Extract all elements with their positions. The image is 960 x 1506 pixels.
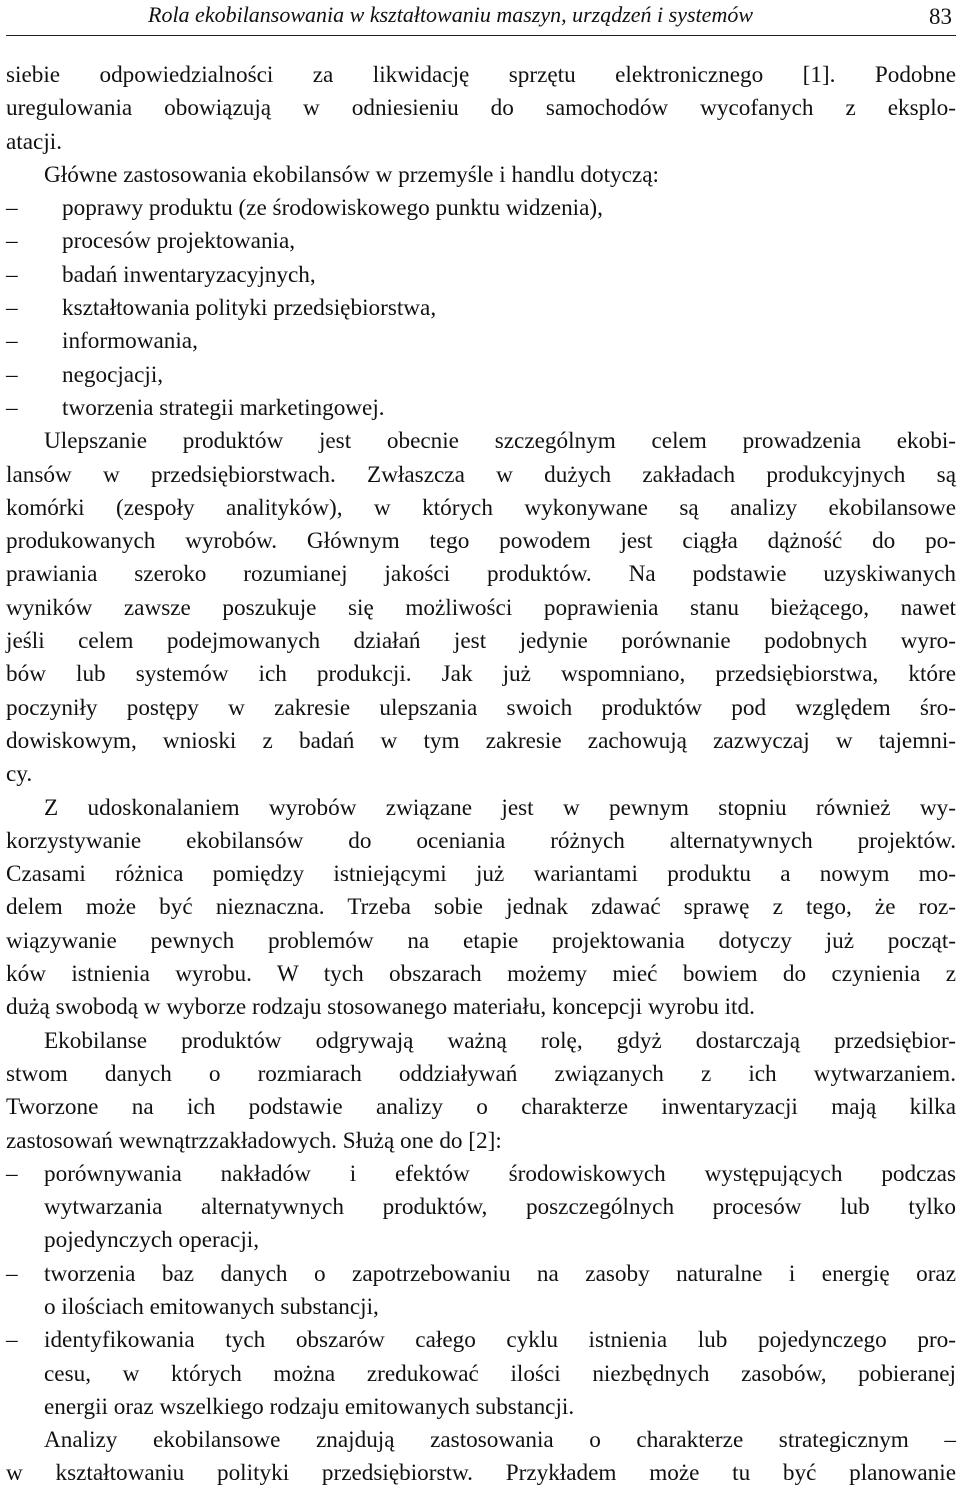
text-line: porównywania nakładów i efektów środowiskowych występujących podczas xyxy=(44,1160,956,1187)
page-header xyxy=(0,0,960,34)
text-line: Ekobilanse produktów odgrywają ważną rolę, gdyż dostarczają przedsiębior- xyxy=(44,1027,956,1054)
text-line: korzystywanie ekobilansów do oceniania różnych alternatywnych projektów. xyxy=(6,827,956,854)
text-line: w kształtowaniu polityki przedsiębiorstw. Przykładem może tu być planowanie xyxy=(6,1460,956,1487)
list-item xyxy=(6,292,956,325)
text-line: Z udoskonalaniem wyrobów związane jest w pewnym stopniu również wy- xyxy=(44,794,956,821)
text-line: uregulowania obowiązują w odniesieniu do samochodów wycofanych z eksplo- xyxy=(6,95,956,122)
list-item-text: badań inwentaryzacyjnych, xyxy=(62,261,316,288)
text-line: bów lub systemów ich produkcji. Jak już wspomniano, przedsiębiorstwa, które xyxy=(6,661,956,688)
text-line: lansów w przedsiębiorstwach. Zwłaszcza w dużych zakładach produkcyjnych są xyxy=(6,461,956,488)
list-item-text: informowania, xyxy=(62,328,198,355)
applications-list xyxy=(6,192,956,425)
dash-bullet: – xyxy=(6,295,18,322)
text-line: cy. xyxy=(6,761,33,788)
text-line: delem może być nieznaczna. Trzeba sobie jednak zdawać sprawę z tego, że roz- xyxy=(6,894,956,921)
list-item-text: kształtowania polityki przedsiębiorstwa, xyxy=(62,295,437,322)
text-line: Ulepszanie produktów jest obecnie szczególnym celem prowadzenia ekobi- xyxy=(44,428,956,455)
list-item xyxy=(6,359,956,392)
list-item xyxy=(6,1158,956,1258)
dash-bullet: – xyxy=(6,261,18,288)
list-item xyxy=(6,259,956,292)
list-intro xyxy=(6,159,956,192)
list-item-text: negocjacji, xyxy=(62,361,164,388)
text-line: poczyniły postępy w zakresie ulepszania swoich produktów pod względem śro- xyxy=(6,694,956,721)
text-line: wyników zawsze poszukuje się możliwości poprawienia stanu bieżącego, nawet xyxy=(6,594,956,621)
text-line: pojedynczych operacji, xyxy=(44,1227,260,1254)
text-line: ków istnienia wyrobu. W tych obszarach możemy mieć bowiem do czynienia z xyxy=(6,961,956,988)
text-line: identyfikowania tych obszarów całego cyklu istnienia lub pojedynczego pro- xyxy=(44,1327,956,1354)
dash-bullet: – xyxy=(6,1260,18,1287)
dash-bullet: – xyxy=(6,328,18,355)
text-line: wiązywanie pewnych problemów na etapie projektowania dotyczy już począt- xyxy=(6,927,956,954)
paragraph-ulepszanie xyxy=(6,425,956,791)
list-item-text: poprawy produktu (ze środowiskowego punktu widzenia), xyxy=(62,195,603,222)
dash-bullet: – xyxy=(6,1160,18,1187)
text-line: komórki (zespoły analityków), w których wykonywane są analizy ekobilansowe xyxy=(6,494,956,521)
uses-list xyxy=(6,1158,956,1424)
text-line: dużą swobodą w wyborze rodzaju stosowanego materiału, koncepcji wyrobu itd. xyxy=(6,994,755,1021)
header-rule xyxy=(6,35,956,36)
dash-bullet: – xyxy=(6,1327,18,1354)
paragraph-udoskonalanie xyxy=(6,792,956,1025)
list-item-text: tworzenia strategii marketingowej. xyxy=(62,394,385,421)
page-body xyxy=(6,59,956,1491)
text-line: Czasami różnica pomiędzy istniejącymi już wariantami produktu a nowym mo- xyxy=(6,861,956,888)
list-item xyxy=(6,1324,956,1424)
text-line: prawiania szeroko rozumianej jakości produktów. Na podstawie uzyskiwanych xyxy=(6,561,956,588)
text-line: Analizy ekobilansowe znajdują zastosowania o charakterze strategicznym – xyxy=(44,1427,956,1454)
dash-bullet: – xyxy=(6,195,18,222)
text-line: siebie odpowiedzialności za likwidację sprzętu elektronicznego [1]. Podobne xyxy=(6,62,956,88)
text-line: wytwarzania alternatywnych produktów, poszczególnych procesów lub tylko xyxy=(44,1194,956,1221)
text-line: Główne zastosowania ekobilansów w przemyśle i handlu dotyczą: xyxy=(44,161,659,188)
text-line: zastosowań wewnątrzzakładowych. Służą one do [2]: xyxy=(6,1127,502,1154)
paragraph-continuation xyxy=(6,59,956,159)
text-line: Tworzone na ich podstawie analizy o charakterze inwentaryzacji mają kilka xyxy=(6,1094,956,1121)
list-item xyxy=(6,1258,956,1325)
list-item-text: procesów projektowania, xyxy=(62,228,296,255)
text-line: tworzenia baz danych o zapotrzebowaniu na zasoby naturalne i energię oraz xyxy=(44,1260,956,1287)
dash-bullet: – xyxy=(6,228,18,255)
paragraph-analizy xyxy=(6,1424,956,1491)
list-item xyxy=(6,392,956,425)
text-line: produkowanych wyrobów. Głównym tego powodem jest ciągła dążność do po- xyxy=(6,528,956,555)
text-line: energii oraz wszelkiego rodzaju emitowanych substancji. xyxy=(44,1393,575,1420)
running-title: Rola ekobilansowania w kształtowaniu maszyn, urządzeń i systemów xyxy=(148,2,753,27)
list-item xyxy=(6,225,956,258)
text-line: stwom danych o rozmiarach oddziaływań związanych z ich wytwarzaniem. xyxy=(6,1060,956,1087)
text-line: dowiskowym, wnioski z badań w tym zakresie zachowują zazwyczaj w tajemni- xyxy=(6,727,956,754)
text-line: o ilościach emitowanych substancji, xyxy=(44,1293,379,1320)
page-number: 83 xyxy=(929,4,952,29)
dash-bullet: – xyxy=(6,361,18,388)
text-line: cesu, w których można zredukować ilości niezbędnych zasobów, pobieranej xyxy=(44,1360,956,1387)
text-line: atacji. xyxy=(6,128,62,155)
dash-bullet: – xyxy=(6,394,18,421)
text-line: jeśli celem podejmowanych działań jest jedynie porównanie podobnych wyro- xyxy=(6,628,956,655)
list-item xyxy=(6,192,956,225)
paragraph-ekobilanse xyxy=(6,1025,956,1158)
list-item xyxy=(6,325,956,358)
